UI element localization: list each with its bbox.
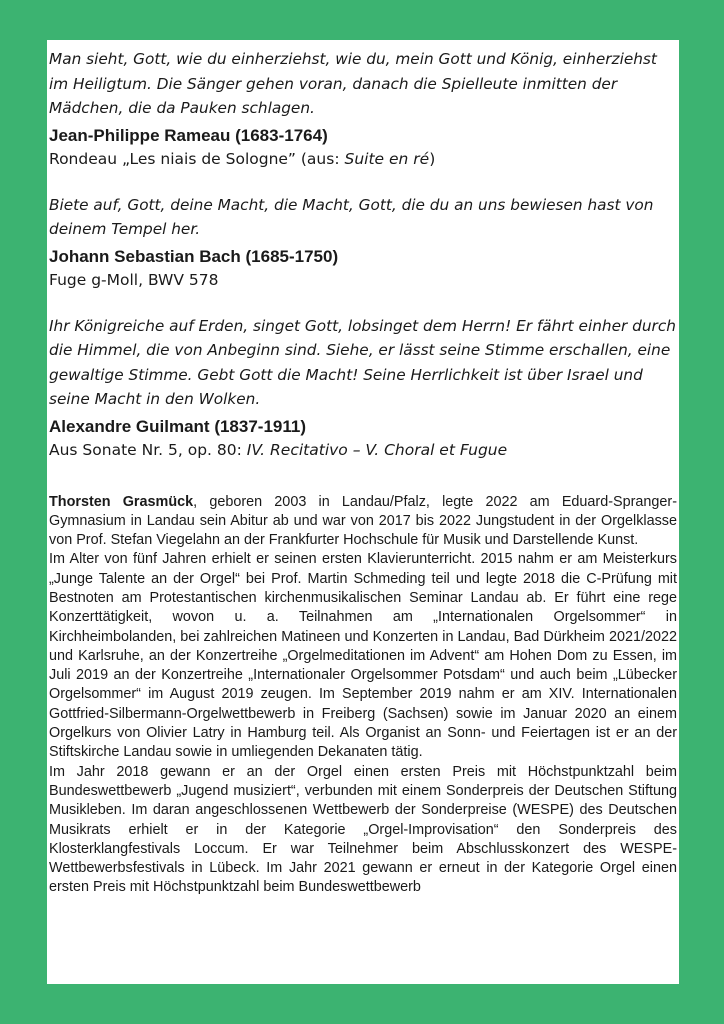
- composer-rameau: Jean-Philippe Rameau (1683-1764): [49, 125, 328, 145]
- work-guilmant: [49, 438, 677, 462]
- work-title-end: ): [429, 149, 436, 168]
- bio-paragraph-1-text: , geboren 2003 in Landau/Pfalz, legte 2022 am Eduard-Spranger-Gymnasium in Landau sein Abitur ab und war von 2017 bis 2022 Jungstudent in der Orgelklasse von Prof. Stefan Viegelahn an der Frankfurter Hochschule für Musik und Darstellende Kunst.: [49, 493, 678, 549]
- performer-name: Thorsten Grasmück: [49, 493, 194, 510]
- page-content: [49, 47, 677, 898]
- composer-bach: Johann Sebastian Bach (1685-1750): [49, 246, 339, 266]
- psalm-verse-2: Biete auf, Gott, deine Macht, die Macht, Gott, die du an uns bewiesen hast von deinem Tempel her.: [49, 195, 654, 238]
- work-title: Fuge g-Moll, BWV 578: [49, 270, 219, 289]
- work-title: Rondeau „Les niais de Sologne” (aus:: [49, 149, 345, 168]
- performer-biography: [49, 493, 677, 898]
- composer-guilmant: Alexandre Guilmant (1837-1911): [49, 416, 307, 436]
- work-title-italic: IV. Recitativo – V. Choral et Fugue: [246, 440, 508, 459]
- bio-paragraph-1: [49, 493, 677, 551]
- work-title-italic: Suite en ré: [344, 149, 430, 168]
- psalm-verse-3: Ihr Königreiche auf Erden, singet Gott, lobsinget dem Herrn! Er fährt einher durch die Himmel, die von Anbeginn sind. Siehe, er lässt seine Stimme erschallen, eine gewaltige Stimme. Gebt Gott die Macht! Seine Herrlichkeit ist über Israel und seine Macht in den Wolken.: [49, 316, 676, 408]
- work-title: Aus Sonate Nr. 5, op. 80:: [49, 440, 247, 459]
- bio-paragraph-2: Im Alter von fünf Jahren erhielt er seinen ersten Klavierunterricht. 2015 nahm er am Meisterkurs „Junge Talente an der Orgel“ bei Prof. Martin Schmeding teil und legte 2018 die C-Prüfung mit Bestnoten am Protestantischen kirchenmusikalischen Seminar Landau ab. Er führt eine rege Konzerttätigkeit, wovon u. a. Teilnahmen am „Internationalen Orgelsommer“ in Kirchheimbolanden, bei zahlreichen Matineen und Konzerten in Landau, Bad Dürkheim 2021/2022 und Karlsruhe, an der Konzertreihe „Orgelmeditationen im Advent“ am Hohen Dom zu Essen, im Juli 2019 an der Konzertreihe „Internationaler Orgelsommer Potsdam“ und auch beim „Lübecker Orgelsommer“ im August 2019 zeugen. Im September 2019 nahm er am XIV. Internationalen Gottfried-Silbermann-Orgelwettbewerb in Freiberg (Sachsen) sowie im Januar 2020 an einem Orgelkurs von Olivier Latry in Hamburg teil. Als Organist an Sonn- und Feiertagen ist er an der Stiftskirche Landau sowie in umliegenden Dekanaten tätig.: [49, 551, 677, 761]
- bio-paragraph-3: Im Jahr 2018 gewann er an der Orgel einen ersten Preis mit Höchstpunktzahl beim Bundeswettbewerb „Jugend musiziert“, verbunden mit einem Sonderpreis der Deutschen Stiftung Musikleben. Im daran angeschlossenen Wettbewerb der Sonderpreise (WESPE) des Deutschen Musikrats erhielt er in der Kategorie „Orgel-Improvisation“ den Sonderpreis des Klosterklangfestivals Loccum. Er war Teilnehmer beim Abschlusskonzert des WESPE-Wettbewerbsfestivals in Lübeck. Im Jahr 2021 gewann er erneut in der Kategorie Orgel einen ersten Preis mit Höchstpunktzahl beim Bundeswettbewerb: [49, 763, 677, 896]
- document-page: [47, 40, 679, 984]
- work-rameau: [49, 147, 677, 171]
- psalm-verse-1: Man sieht, Gott, wie du einherziehst, wie du, mein Gott und König, einherziehst im Heiligtum. Die Sänger gehen voran, danach die Spielleute inmitten der Mädchen, die da Pauken schlagen.: [49, 50, 657, 117]
- work-bach: [49, 268, 677, 292]
